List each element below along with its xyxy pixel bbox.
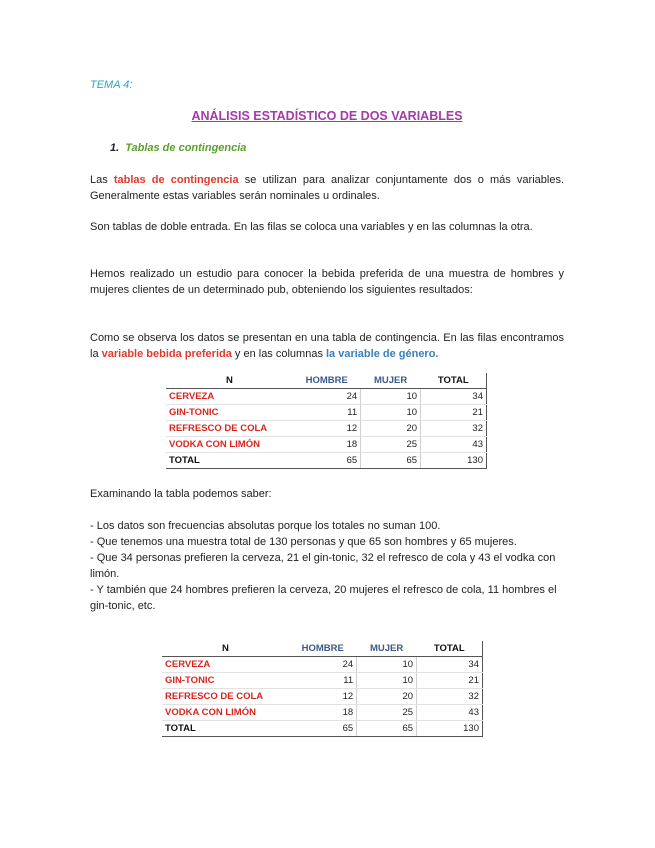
list-item: - Que tenemos una muestra total de 130 personas y que 65 son hombres y 65 mujeres. — [90, 536, 517, 548]
header-cell: TOTAL — [421, 373, 487, 389]
highlight-variable-drink: variable bebida preferida — [101, 348, 232, 360]
table-row — [162, 689, 483, 705]
cell: 11 — [293, 405, 361, 421]
table-total-row — [166, 453, 487, 469]
header-cell: MUJER — [357, 641, 417, 657]
cell: 24 — [289, 657, 357, 673]
list-item: - Y también que 24 hombres prefieren la cerveza, 20 mujeres el refresco de cola, 11 hombres el gin-tonic, etc. — [90, 584, 557, 612]
cell: 130 — [421, 453, 487, 469]
cell: 25 — [357, 705, 417, 721]
table-row — [162, 673, 483, 689]
page-title: ANÁLISIS ESTADÍSTICO DE DOS VARIABLES — [191, 109, 463, 123]
table-row — [166, 421, 487, 437]
header-cell: HOMBRE — [293, 373, 361, 389]
cell: 21 — [421, 405, 487, 421]
row-label: TOTAL — [166, 453, 293, 469]
cell: 43 — [417, 705, 483, 721]
cell: 32 — [417, 689, 483, 705]
cell: 10 — [357, 673, 417, 689]
cell: 65 — [361, 453, 421, 469]
text-run: se utilizan para analizar conjuntamente dos o más variables. Generalmente estas variables serán nominales u ordinales. — [90, 174, 565, 202]
text-run: Las — [90, 174, 114, 186]
row-label: VODKA CON LIMÓN — [162, 705, 289, 721]
cell: 130 — [417, 721, 483, 737]
header-cell: MUJER — [361, 373, 421, 389]
table-header-row — [162, 641, 483, 657]
table-row — [166, 437, 487, 453]
paragraph-examine: Examinando la tabla podemos saber: — [90, 488, 272, 500]
contingency-table-2 — [162, 641, 483, 737]
cell: 11 — [289, 673, 357, 689]
cell: 20 — [361, 421, 421, 437]
cell: 25 — [361, 437, 421, 453]
row-label: REFRESCO DE COLA — [166, 421, 293, 437]
section-label: Tablas de contingencia — [125, 142, 247, 154]
row-label: REFRESCO DE COLA — [162, 689, 289, 705]
paragraph-intro — [90, 172, 564, 204]
findings-list — [90, 518, 564, 614]
header-cell: TOTAL — [417, 641, 483, 657]
cell: 10 — [357, 657, 417, 673]
cell: 12 — [289, 689, 357, 705]
text-run: y en las columnas — [231, 348, 326, 360]
cell: 32 — [421, 421, 487, 437]
cell: 10 — [361, 405, 421, 421]
cell: 10 — [361, 389, 421, 405]
highlight-term: tablas de contingencia — [113, 174, 239, 186]
text-run: Como se observa los datos se presentan en una tabla de contingencia. En las filas encontramos la — [90, 332, 564, 360]
row-label: GIN-TONIC — [162, 673, 289, 689]
cell: 12 — [293, 421, 361, 437]
cell: 65 — [357, 721, 417, 737]
row-label: GIN-TONIC — [166, 405, 293, 421]
cell: 18 — [289, 705, 357, 721]
row-label: CERVEZA — [162, 657, 289, 673]
header-cell: N — [162, 641, 289, 657]
section-number: 1. — [110, 142, 120, 154]
paragraph-observation — [90, 330, 564, 362]
cell: 34 — [421, 389, 487, 405]
row-label: CERVEZA — [166, 389, 293, 405]
topic-label: TEMA 4: — [90, 79, 133, 91]
paragraph-study: Hemos realizado un estudio para conocer la bebida preferida de una muestra de hombres y mujeres clientes de un determinado pub, obteniendo los siguientes resultados: — [90, 268, 564, 296]
table-row — [166, 389, 487, 405]
contingency-table-1 — [166, 373, 487, 469]
cell: 43 — [421, 437, 487, 453]
cell: 20 — [357, 689, 417, 705]
section-heading — [110, 142, 246, 154]
cell: 21 — [417, 673, 483, 689]
table-row — [166, 405, 487, 421]
list-item: - Que 34 personas prefieren la cerveza, 21 el gin-tonic, 32 el refresco de cola y 43 el vodka con limón. — [90, 552, 556, 580]
cell: 65 — [293, 453, 361, 469]
table-row — [162, 705, 483, 721]
paragraph-double-entry: Son tablas de doble entrada. En las filas se coloca una variables y en las columnas la otra. — [90, 221, 533, 233]
header-cell: HOMBRE — [289, 641, 357, 657]
cell: 24 — [293, 389, 361, 405]
list-item: - Los datos son frecuencias absolutas porque los totales no suman 100. — [90, 520, 441, 532]
table-row — [162, 657, 483, 673]
cell: 65 — [289, 721, 357, 737]
highlight-variable-gender: la variable de género. — [326, 348, 439, 360]
cell: 34 — [417, 657, 483, 673]
row-label: VODKA CON LIMÓN — [166, 437, 293, 453]
header-cell: N — [166, 373, 293, 389]
cell: 18 — [293, 437, 361, 453]
table-header-row — [166, 373, 487, 389]
row-label: TOTAL — [162, 721, 289, 737]
table-total-row — [162, 721, 483, 737]
